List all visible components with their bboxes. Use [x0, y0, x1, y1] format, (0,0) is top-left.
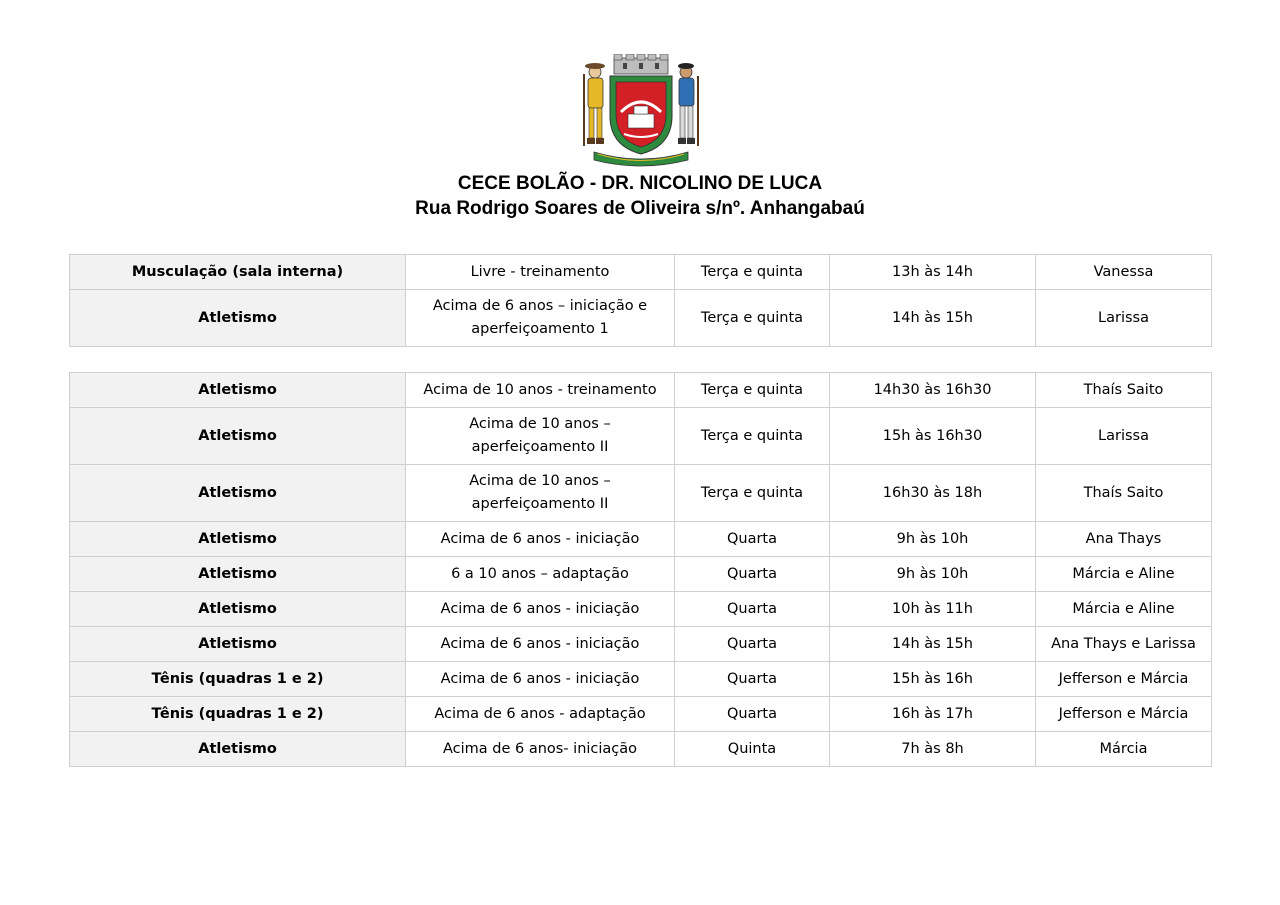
days-cell: Quinta — [675, 732, 830, 767]
coat-of-arms-logo — [576, 54, 706, 170]
activity-cell: Tênis (quadras 1 e 2) — [70, 697, 406, 732]
level-cell: Acima de 10 anos - treinamento — [406, 373, 675, 408]
time-cell: 10h às 11h — [830, 592, 1036, 627]
instructor-cell: Ana Thays — [1036, 522, 1212, 557]
table-row — [70, 290, 1212, 347]
instructor-cell: Márcia e Aline — [1036, 557, 1212, 592]
time-cell: 14h às 15h — [830, 290, 1036, 347]
table-row — [70, 627, 1212, 662]
time-cell: 15h às 16h — [830, 662, 1036, 697]
time-cell: 16h às 17h — [830, 697, 1036, 732]
days-cell: Terça e quinta — [675, 408, 830, 465]
days-cell: Terça e quinta — [675, 290, 830, 347]
mural-crown — [614, 54, 668, 74]
activity-cell: Tênis (quadras 1 e 2) — [70, 662, 406, 697]
instructor-cell: Vanessa — [1036, 255, 1212, 290]
days-cell: Quarta — [675, 697, 830, 732]
table-row — [70, 522, 1212, 557]
right-supporter-figure — [678, 63, 698, 146]
days-cell: Quarta — [675, 522, 830, 557]
instructor-cell: Márcia — [1036, 732, 1212, 767]
activity-cell: Atletismo — [70, 465, 406, 522]
table-row — [70, 373, 1212, 408]
level-cell: Acima de 10 anos – aperfeiçoamento II — [406, 465, 675, 522]
table-row — [70, 592, 1212, 627]
level-cell: Acima de 6 anos - iniciação — [406, 522, 675, 557]
table-row — [70, 557, 1212, 592]
time-cell: 14h30 às 16h30 — [830, 373, 1036, 408]
level-cell: Acima de 6 anos - iniciação — [406, 592, 675, 627]
instructor-cell: Jefferson e Márcia — [1036, 697, 1212, 732]
address-subtitle: Rua Rodrigo Soares de Oliveira s/nº. Anhangabaú — [415, 198, 865, 219]
time-cell: 9h às 10h — [830, 522, 1036, 557]
level-cell: Acima de 10 anos – aperfeiçoamento II — [406, 408, 675, 465]
table-row — [70, 255, 1212, 290]
level-cell: Acima de 6 anos - iniciação — [406, 662, 675, 697]
time-cell: 15h às 16h30 — [830, 408, 1036, 465]
instructor-cell: Larissa — [1036, 408, 1212, 465]
days-cell: Terça e quinta — [675, 373, 830, 408]
activity-cell: Atletismo — [70, 592, 406, 627]
instructor-cell: Larissa — [1036, 290, 1212, 347]
activity-cell: Atletismo — [70, 627, 406, 662]
activity-cell: Atletismo — [70, 408, 406, 465]
level-cell: Acima de 6 anos – iniciação e aperfeiçoamento 1 — [406, 290, 675, 347]
activity-cell: Musculação (sala interna) — [70, 255, 406, 290]
time-cell: 14h às 15h — [830, 627, 1036, 662]
time-cell: 13h às 14h — [830, 255, 1036, 290]
crest-shield — [610, 76, 672, 154]
days-cell: Quarta — [675, 627, 830, 662]
instructor-cell: Jefferson e Márcia — [1036, 662, 1212, 697]
schedule-table-2 — [69, 372, 1212, 767]
days-cell: Terça e quinta — [675, 255, 830, 290]
page-title: CECE BOLÃO - DR. NICOLINO DE LUCA — [457, 173, 823, 194]
level-cell: Acima de 6 anos- iniciação — [406, 732, 675, 767]
table-row — [70, 662, 1212, 697]
days-cell: Terça e quinta — [675, 465, 830, 522]
instructor-cell: Thaís Saito — [1036, 465, 1212, 522]
instructor-cell: Márcia e Aline — [1036, 592, 1212, 627]
table-row — [70, 697, 1212, 732]
table-row — [70, 465, 1212, 522]
level-cell: Acima de 6 anos - adaptação — [406, 697, 675, 732]
days-cell: Quarta — [675, 557, 830, 592]
days-cell: Quarta — [675, 592, 830, 627]
activity-cell: Atletismo — [70, 290, 406, 347]
level-cell: Livre - treinamento — [406, 255, 675, 290]
instructor-cell: Ana Thays e Larissa — [1036, 627, 1212, 662]
activity-cell: Atletismo — [70, 373, 406, 408]
left-supporter-figure — [584, 63, 605, 146]
activity-cell: Atletismo — [70, 732, 406, 767]
schedule-table-1 — [69, 254, 1212, 347]
time-cell: 9h às 10h — [830, 557, 1036, 592]
level-cell: Acima de 6 anos - iniciação — [406, 627, 675, 662]
days-cell: Quarta — [675, 662, 830, 697]
time-cell: 7h às 8h — [830, 732, 1036, 767]
instructor-cell: Thaís Saito — [1036, 373, 1212, 408]
table-row — [70, 408, 1212, 465]
table-row — [70, 732, 1212, 767]
time-cell: 16h30 às 18h — [830, 465, 1036, 522]
activity-cell: Atletismo — [70, 557, 406, 592]
activity-cell: Atletismo — [70, 522, 406, 557]
level-cell: 6 a 10 anos – adaptação — [406, 557, 675, 592]
